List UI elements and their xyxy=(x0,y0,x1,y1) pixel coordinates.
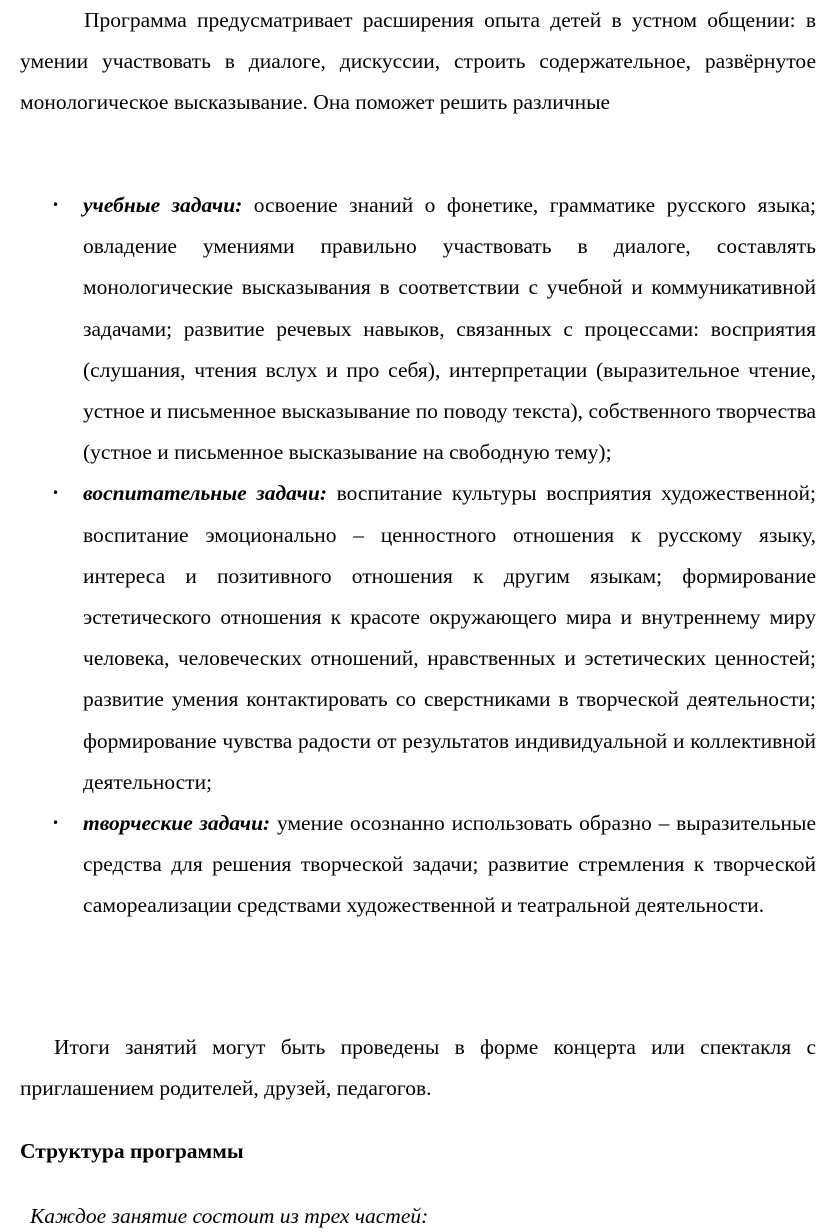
section-heading: Структура программы xyxy=(20,1139,244,1163)
results-paragraph: Итоги занятий могут быть проведены в форме концерта или спектакля с приглашением родителей, друзей, педагогов. xyxy=(20,1035,816,1100)
task-text: воспитание культуры восприятия художественной; воспитание эмоционально – ценностного отношения к русскому языку, интереса и позитивного отношения к другим языкам; формирование эстетического отношения к красоте окружающего мира и внутреннему миру человека, человеческих отношений, нравственных и эстетических ценностей; развитие умения контактировать со сверстниками в творческой деятельности; формирование чувства радости от результатов индивидуальной и коллективной деятельности; xyxy=(83,481,816,794)
bullet-icon: • xyxy=(52,486,60,501)
section-subtitle: Каждое занятие состоит из трех частей: xyxy=(30,1204,429,1228)
task-label: воспитательные задачи: xyxy=(83,481,328,506)
task-label: учебные задачи: xyxy=(83,193,243,217)
list-item-creative-tasks xyxy=(0,803,816,927)
task-text: освоение знаний о фонетике, грамматике русского языка; овладение умениями правильно участвовать в диалоге, составлять монологические высказывания в соответствии с учебной и коммуникативной задачами; развитие речевых навыков, связанных с процессами: восприятия (слушания, чтения вслух и про себя), интерпретации (выразительное чтение, устное и письменное высказывание по поводу текста), собственного творчества (устное и письменное высказывание на свободную тему); xyxy=(83,193,816,465)
task-label: творческие задачи: xyxy=(83,811,271,836)
intro-paragraph: Программа предусматривает расширения опыта детей в устном общении: в умении участвовать в диалоге, дискуссии, строить содержательное, развёрнутое монологическое высказывание. Она поможет решить различные xyxy=(20,8,816,114)
bullet-icon: • xyxy=(52,816,60,831)
task-text: умение осознанно использовать образно – выразительные средства для решения творческой задачи; развитие стремления к творческой самореализации средствами художественной и театральной деятельности. xyxy=(83,811,816,918)
bullet-icon: • xyxy=(52,198,60,212)
list-item-learning-tasks xyxy=(0,185,816,473)
list-item-educational-tasks xyxy=(0,473,816,803)
tasks-list xyxy=(0,185,816,927)
